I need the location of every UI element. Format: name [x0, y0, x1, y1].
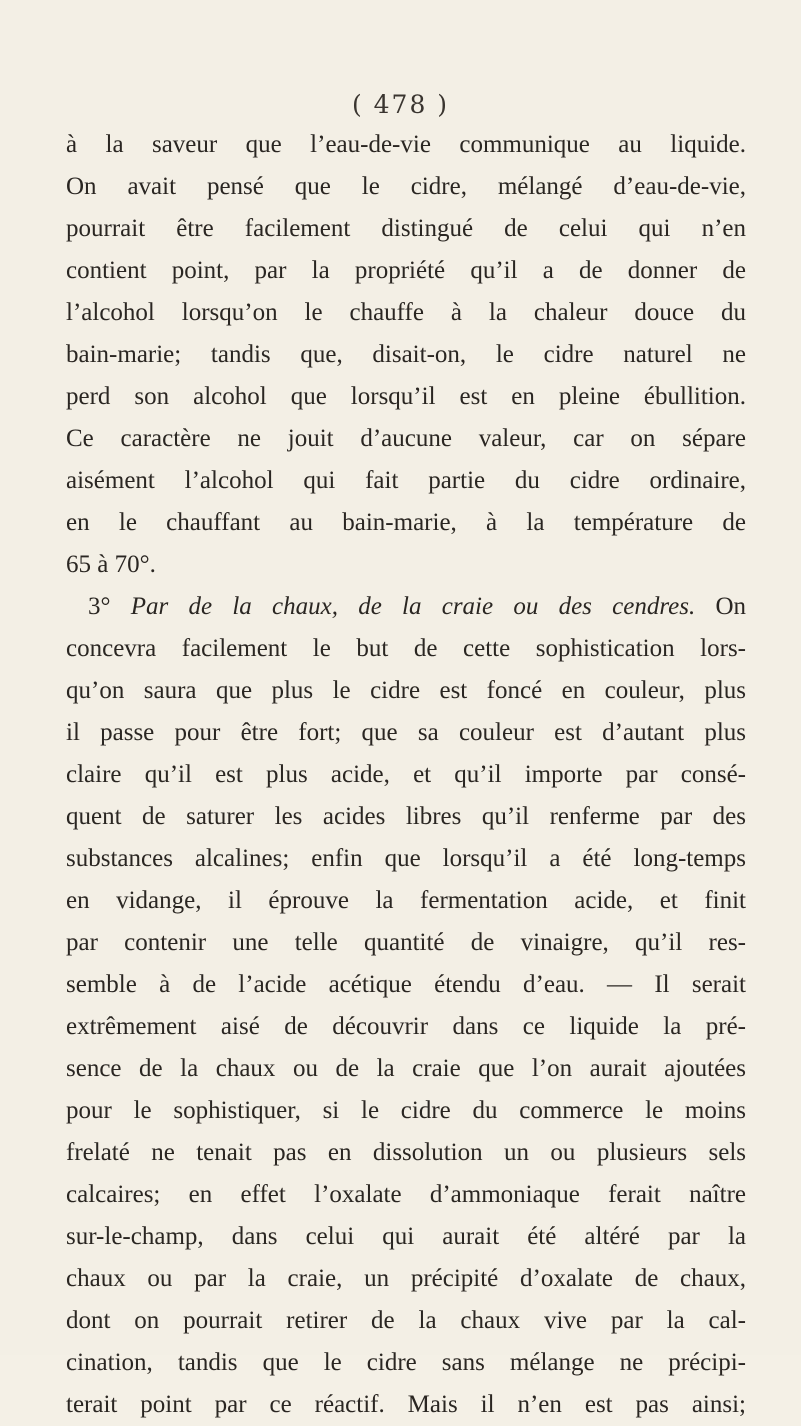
- text-line: sur-le-champ, dans celui qui aurait été altéré par la: [66, 1223, 746, 1250]
- text-line: calcaires; en effet l’oxalate d’ammoniaque ferait naître: [66, 1181, 746, 1208]
- text-line: pour le sophistiquer, si le cidre du commerce le moins: [66, 1097, 746, 1124]
- text-line: pourrait être facilement distingué de celui qui n’en: [66, 215, 746, 242]
- text-line: dont on pourrait retirer de la chaux vive par la cal-: [66, 1307, 746, 1334]
- text-line: concevra facilement le but de cette sophistication lors-: [66, 635, 746, 662]
- page-number: ( 478 ): [351, 90, 450, 119]
- text-line: qu’on saura que plus le cidre est foncé en couleur, plus: [66, 677, 746, 704]
- text-line: frelaté ne tenait pas en dissolution un ou plusieurs sels: [66, 1139, 746, 1166]
- text-line: aisément l’alcohol qui fait partie du cidre ordinaire,: [66, 467, 746, 494]
- text-line: il passe pour être fort; que sa couleur est d’autant plus: [66, 719, 746, 746]
- text-line: chaux ou par la craie, un précipité d’oxalate de chaux,: [66, 1265, 746, 1292]
- section-continuation: On: [695, 593, 746, 620]
- text-line: 65 à 70°.: [66, 551, 156, 578]
- text-line: extrêmement aisé de découvrir dans ce liquide la pré-: [66, 1013, 746, 1040]
- text-line: perd son alcohol que lorsqu’il est en pleine ébullition.: [66, 383, 746, 410]
- text-line: semble à de l’acide acétique étendu d’eau. — Il serait: [66, 971, 746, 998]
- text-line: par contenir une telle quantité de vinaigre, qu’il res-: [66, 929, 746, 956]
- text-line: en le chauffant au bain-marie, à la température de: [66, 509, 746, 536]
- text-line: l’alcohol lorsqu’on le chauffe à la chaleur douce du: [66, 299, 746, 326]
- text-line: terait point par ce réactif. Mais il n’en est pas ainsi;: [66, 1391, 746, 1418]
- text-line: Ce caractère ne jouit d’aucune valeur, car on sépare: [66, 425, 746, 452]
- section-title: Par de la chaux, de la craie ou des cendres.: [130, 593, 696, 620]
- text-line: sence de la chaux ou de la craie que l’on aurait ajoutées: [66, 1055, 746, 1082]
- text-line: bain-marie; tandis que, disait-on, le cidre naturel ne: [66, 341, 746, 368]
- text-line: On avait pensé que le cidre, mélangé d’eau-de-vie,: [66, 173, 746, 200]
- text-line: quent de saturer les acides libres qu’il renferme par des: [66, 803, 746, 830]
- text-line: claire qu’il est plus acide, et qu’il importe par consé-: [66, 761, 746, 788]
- section-heading-line: [66, 586, 746, 628]
- text-line: substances alcalines; enfin que lorsqu’il a été long-temps: [66, 845, 746, 872]
- text-line: en vidange, il éprouve la fermentation acide, et finit: [66, 887, 746, 914]
- page-text: [66, 124, 746, 1426]
- text-line: contient point, par la propriété qu’il a de donner de: [66, 257, 746, 284]
- section-number: 3°: [88, 593, 131, 620]
- text-line: cination, tandis que le cidre sans mélange ne précipi-: [66, 1349, 746, 1376]
- text-line: à la saveur que l’eau-de-vie communique au liquide.: [66, 131, 746, 158]
